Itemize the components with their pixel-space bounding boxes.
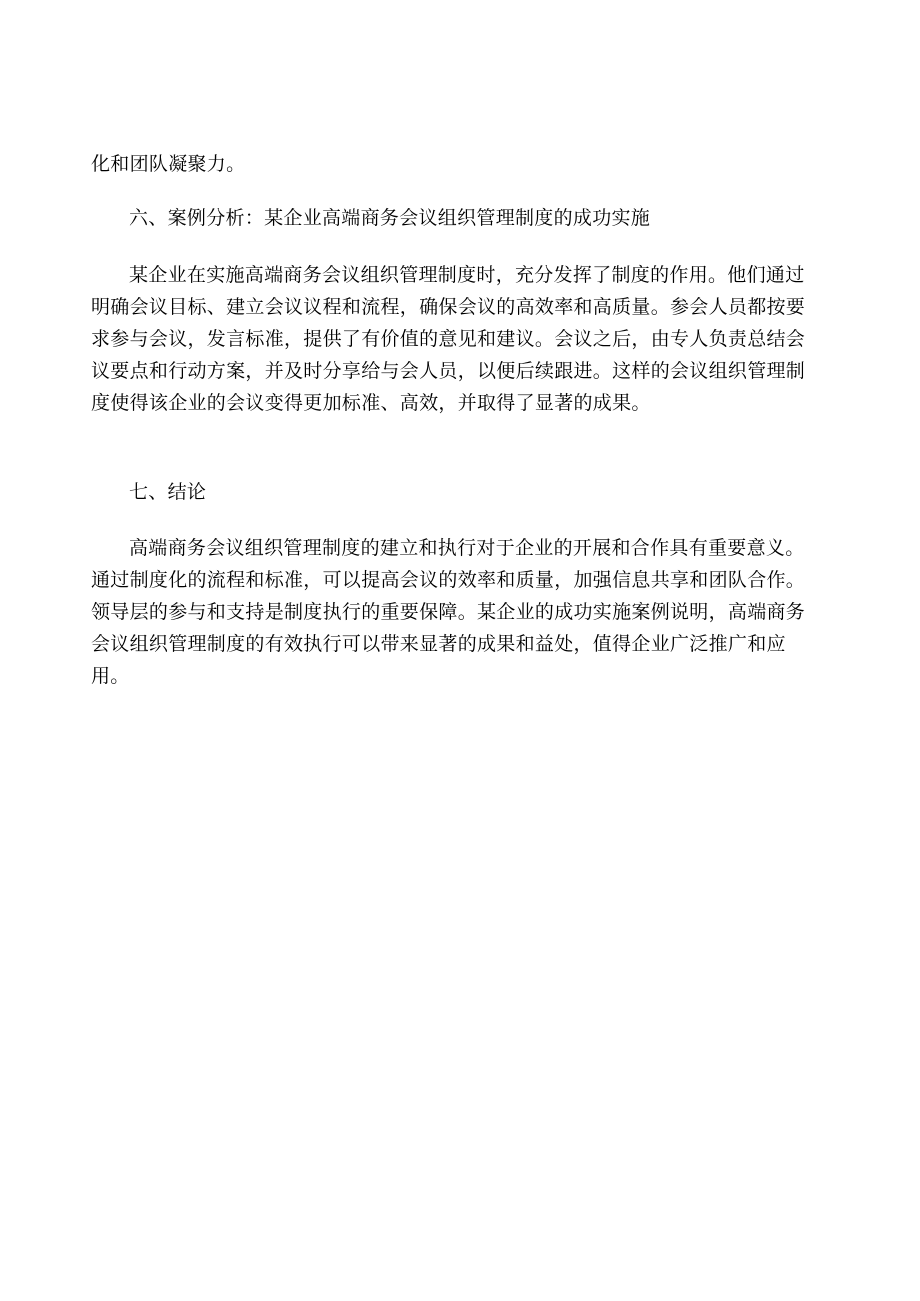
section-7-paragraph [91, 532, 833, 692]
paragraph-line: 用。 [91, 665, 130, 687]
paragraph-line: 议要点和行动方案，并及时分享给与会人员，以便后续跟进。这样的会议组织管理制 [91, 360, 806, 382]
section-heading: 六、案例分析：某企业高端商务会议组织管理制度的成功实施 [129, 207, 651, 229]
paragraph-line: 化和团队凝聚力。 [91, 153, 246, 175]
paragraph-line: 求参与会议，发言标准，提供了有价值的意见和建议。会议之后，由专人负责总结会 [91, 328, 806, 350]
paragraph-line: 某企业在实施高端商务会议组织管理制度时，充分发挥了制度的作用。他们通过 [129, 264, 805, 286]
paragraph-line: 领导层的参与和支持是制度执行的重要保障。某企业的成功实施案例说明，高端商务 [91, 601, 806, 623]
continued-paragraph [91, 148, 833, 180]
paragraph-line: 通过制度化的流程和标准，可以提高会议的效率和质量，加强信息共享和团队合作。 [91, 569, 806, 591]
section-6-heading [91, 202, 833, 234]
section-7-heading [91, 476, 833, 508]
section-6-paragraph [91, 259, 833, 419]
section-heading: 七、结论 [129, 481, 207, 503]
paragraph-line: 度使得该企业的会议变得更加标准、高效，并取得了显著的成果。 [91, 392, 651, 414]
paragraph-line: 会议组织管理制度的有效执行可以带来显著的成果和益处，值得企业广泛推广和应 [91, 633, 786, 655]
paragraph-line: 明确会议目标、建立会议议程和流程，确保会议的高效率和高质量。参会人员都按要 [91, 296, 806, 318]
paragraph-line: 高端商务会议组织管理制度的建立和执行对于企业的开展和合作具有重要意义。 [129, 537, 805, 559]
